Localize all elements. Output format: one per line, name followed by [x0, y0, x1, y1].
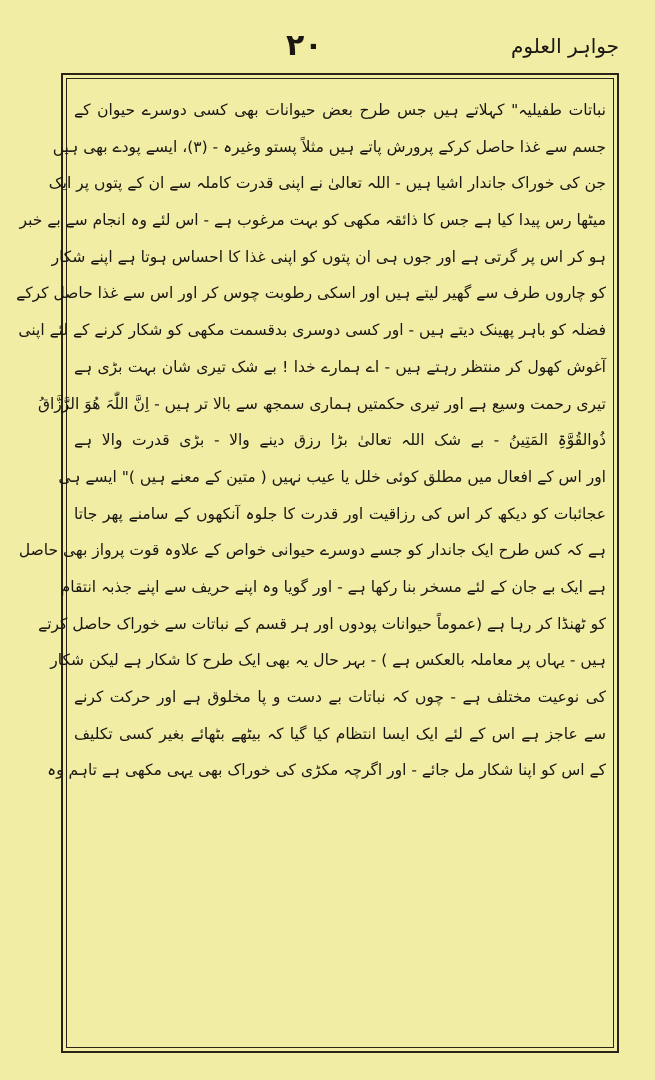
text-line: ذُوالقُوَّۃِ المَتِینُ - بے شک اللہ تعالیٰ بڑا رزق دینے والا - بڑی قدرت والا ہے	[74, 431, 606, 450]
page-number: ۲۰	[286, 28, 323, 63]
page-header	[36, 28, 619, 68]
text-line: کی نوعیت مختلف ہے - چوں کہ نباتات بے دست و پا مخلوق ہے اور حرکت کرنے	[74, 688, 606, 706]
text-line: تیری رحمت وسیع ہے اور تیری حکمتیں ہماری سمجھ سے بالا تر ہیں - اِنَّ اللّٰہَ ھُوَ الرَّزَّاقُ	[37, 394, 606, 413]
running-title: جواہر العلوم	[511, 34, 619, 58]
text-line: اور اس کے افعال میں مطلق کوئی خلل یا عیب نہیں ( متین کے معنے ہیں )" ایسے ہی	[58, 467, 606, 486]
text-line: کو ٹھنڈا کر رہا ہے (عموماً حیوانات پودوں اور ہر قسم کے نباتات سے خوراک حاصل کرتے	[38, 614, 606, 633]
text-line: ہے ایک بے جان کے لئے مسخر بنا رکھا ہے - اور گویا وہ اپنے حریف سے اپنے جذبہ انتقام	[60, 577, 606, 596]
text-line: ہو کر اس پر گرتی ہے اور جوں ہی ان پتوں کو اپنی غذا کا احساس ہوتا ہے اپنے شکار	[51, 247, 606, 266]
text-line: ہیں - یہاں پر معاملہ بالعکس ہے ) - بہر حال یہ بھی ایک طرح کا شکار ہے لیکن شکار	[50, 651, 606, 670]
text-line: کو چاروں طرف سے گھیر لیتے ہیں اور اسکی رطوبت چوس کر اور اس سے غذا حاصل کرکے	[16, 284, 606, 303]
text-line: عجائبات کو دیکھ کر اس کی رزاقیت اور قدرت کا جلوہ آنکھوں کے سامنے پھر جاتا	[74, 504, 606, 523]
text-line: آغوش کھول کر منتظر رہتے ہیں - اے ہمارے خدا ! بے شک تیری شان بہت بڑی ہے	[74, 357, 606, 376]
text-line: کے اس کو اپنا شکار مل جائے - اور اگرچہ مکڑی کی خوراک بھی یہی مکھی ہے تاہم وہ	[47, 761, 606, 780]
body-text	[16, 92, 606, 1042]
text-line: جن کی خوراک جاندار اشیا ہیں - اللہ تعالیٰ نے اپنی قدرت کاملہ سے ان کے پتوں پر ایک	[48, 174, 606, 193]
text-line: میٹھا رس پیدا کیا ہے جس کا ذائقہ مکھی کو بہت مرغوب ہے - اس لئے وہ انجام سے بے خبر	[19, 211, 606, 230]
text-line: نباتات طفیلیہ" کہلاتے ہیں جس طرح بعض حیوانات بھی کسی دوسرے حیوان کے	[74, 101, 606, 119]
text-line: فضلہ کو باہر پھینک دیتے ہیں - اور کسی دوسری بدقسمت مکھی کو شکار کرنے کے لئے اپنی	[18, 321, 606, 340]
text-line: جسم سے غذا حاصل کرکے پرورش پاتے ہیں مثلاً پستو وغیرہ - (۳)، ایسے پودے بھی ہیں	[52, 137, 606, 156]
text-line: سے عاجز ہے اس کے لئے ایک ایسا انتظام کیا گیا کہ بیٹھے بٹھائے بغیر کسی تکلیف	[74, 724, 606, 743]
text-line: ہے کہ کس طرح ایک جاندار کو جسے دوسرے حیوانی خواص کے علاوہ قوت پرواز بھی حاصل	[18, 541, 606, 560]
